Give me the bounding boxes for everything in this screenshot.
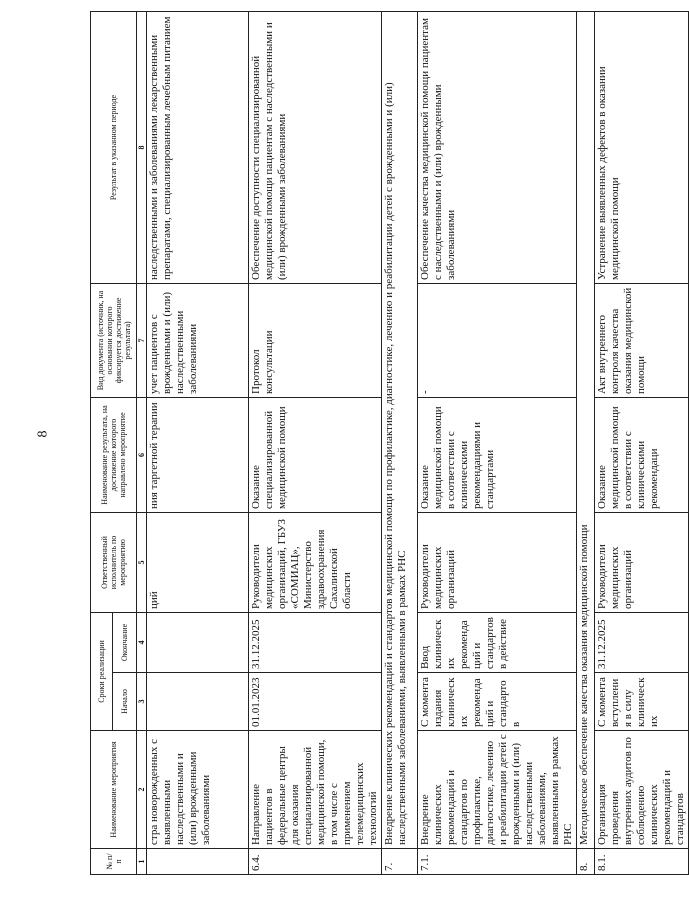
col-index: 7 xyxy=(137,283,147,397)
row-start xyxy=(147,673,249,731)
row-document: Акт внутреннего контроля качества оказания медицинской помощи xyxy=(595,283,689,397)
header-result-period: Результат в указанном периоде xyxy=(91,11,137,283)
col-index: 2 xyxy=(137,731,147,849)
row-result-name: ния таргетной терапии xyxy=(147,397,249,512)
row-num: 8.1. xyxy=(595,849,689,875)
row-end xyxy=(147,612,249,672)
header-num: № п/п xyxy=(91,849,137,875)
col-index: 1 xyxy=(137,849,147,875)
row-responsible: Руководители медицинских организаций, ГБУЗ «СОМИАЦ», Министерство здравоохранения Сахалинской области xyxy=(249,512,382,612)
column-index-row xyxy=(137,11,147,874)
col-index: 3 xyxy=(137,673,147,731)
row-result-name: Оказание медицинской помощи в соответствии с клиническими рекомендаци xyxy=(595,397,689,512)
row-num: 7.1. xyxy=(418,849,577,875)
header-result-name: Наименование результата, на достижение которого направлено мероприятие xyxy=(91,397,137,512)
row-document: Протокол консультации xyxy=(249,283,382,397)
activity-table xyxy=(90,11,689,875)
section-title: Внедрение клинических рекомендаций и стандартов медицинской помощи по профилактике, диагностике, лечению и реабилитации детей с врожденными и (или) наследственными заболеваниями, выявленными в рамках РНС xyxy=(382,11,418,848)
row-responsible: Руководители медицинских организаций xyxy=(418,512,577,612)
header-responsible: Ответственный исполнитель по мероприятию xyxy=(91,512,137,612)
row-result-name: Оказание медицинской помощи в соответствии с клиническими рекомендациями и стандартами xyxy=(418,397,577,512)
table-row xyxy=(147,11,249,874)
row-name: Направление пациентов в федеральные центры для оказания специализированной медицинской помощи, в том числе с применением телемедицинских технологий xyxy=(249,731,382,849)
section-title: Методическое обеспечение качества оказания медицинской помощи xyxy=(577,11,595,848)
table-row xyxy=(249,11,382,874)
row-start: 01.01.2023 xyxy=(249,673,382,731)
col-index: 8 xyxy=(137,11,147,283)
rotated-table-wrapper xyxy=(90,12,686,875)
row-responsible: Руководители медицинских организаций xyxy=(595,512,689,612)
col-index: 6 xyxy=(137,397,147,512)
table-row xyxy=(418,11,577,874)
row-end: 31.12.2025 xyxy=(249,612,382,672)
col-index: 5 xyxy=(137,512,147,612)
section-row xyxy=(382,11,418,874)
row-result: Обеспечение доступности специализированной медицинской помощи пациентам с наследственными и (или) врожденными заболеваниями xyxy=(249,11,382,283)
row-name: стра новорожденных с выявленными наследственными и (или) врожденными заболеваниями xyxy=(147,731,249,849)
row-start: С момента вступления в силу клинических xyxy=(595,673,689,731)
page-number: 8 xyxy=(35,430,51,438)
row-num: 6.4. xyxy=(249,849,382,875)
row-start: С момента издания клинических рекомендаций и стандартов xyxy=(418,673,577,731)
row-result: наследственными и заболеваниями лекарственными препаратами, специализированным лечебным питанием xyxy=(147,11,249,283)
header-name: Наименование мероприятия xyxy=(91,731,137,849)
header-terms: Сроки реализации xyxy=(91,612,113,730)
col-index: 4 xyxy=(137,612,147,672)
row-responsible: ций xyxy=(147,512,249,612)
header-end: Окончание xyxy=(113,612,137,672)
row-document: учет пациентов с врожденными и (или) наследственными заболеваниями xyxy=(147,283,249,397)
row-document: - xyxy=(418,283,577,397)
header-start: Начало xyxy=(113,673,137,731)
header-row-1 xyxy=(91,11,113,874)
row-end: 31.12.2025 xyxy=(595,612,689,672)
row-result-name: Оказание специализированной медицинской помощи xyxy=(249,397,382,512)
table-row xyxy=(595,11,689,874)
header-document: Вид документа (источник, на основании которого фиксируется достижение результата) xyxy=(91,283,137,397)
row-end: Ввод клинических рекомендаций и стандартов в действие xyxy=(418,612,577,672)
row-name: Внедрение клинических рекомендаций и стандартов по профилактике, диагностике, лечению и реабилитации детей с врожденными и (или) наследственными заболеваниями, выявленными в рамках РНС xyxy=(418,731,577,849)
section-num: 8. xyxy=(577,849,595,875)
section-num: 7. xyxy=(382,849,418,875)
row-result: Устранение выявленных дефектов в оказании медицинской помощи xyxy=(595,11,689,283)
section-row xyxy=(577,11,595,874)
row-name: Организация проведения внутренних аудитов по соблюдению клинических рекомендаций и стандартов xyxy=(595,731,689,849)
row-result: Обеспечение качества медицинской помощи пациентам с наследственными и (или) врожденными заболеваниями xyxy=(418,11,577,283)
row-num xyxy=(147,849,249,875)
